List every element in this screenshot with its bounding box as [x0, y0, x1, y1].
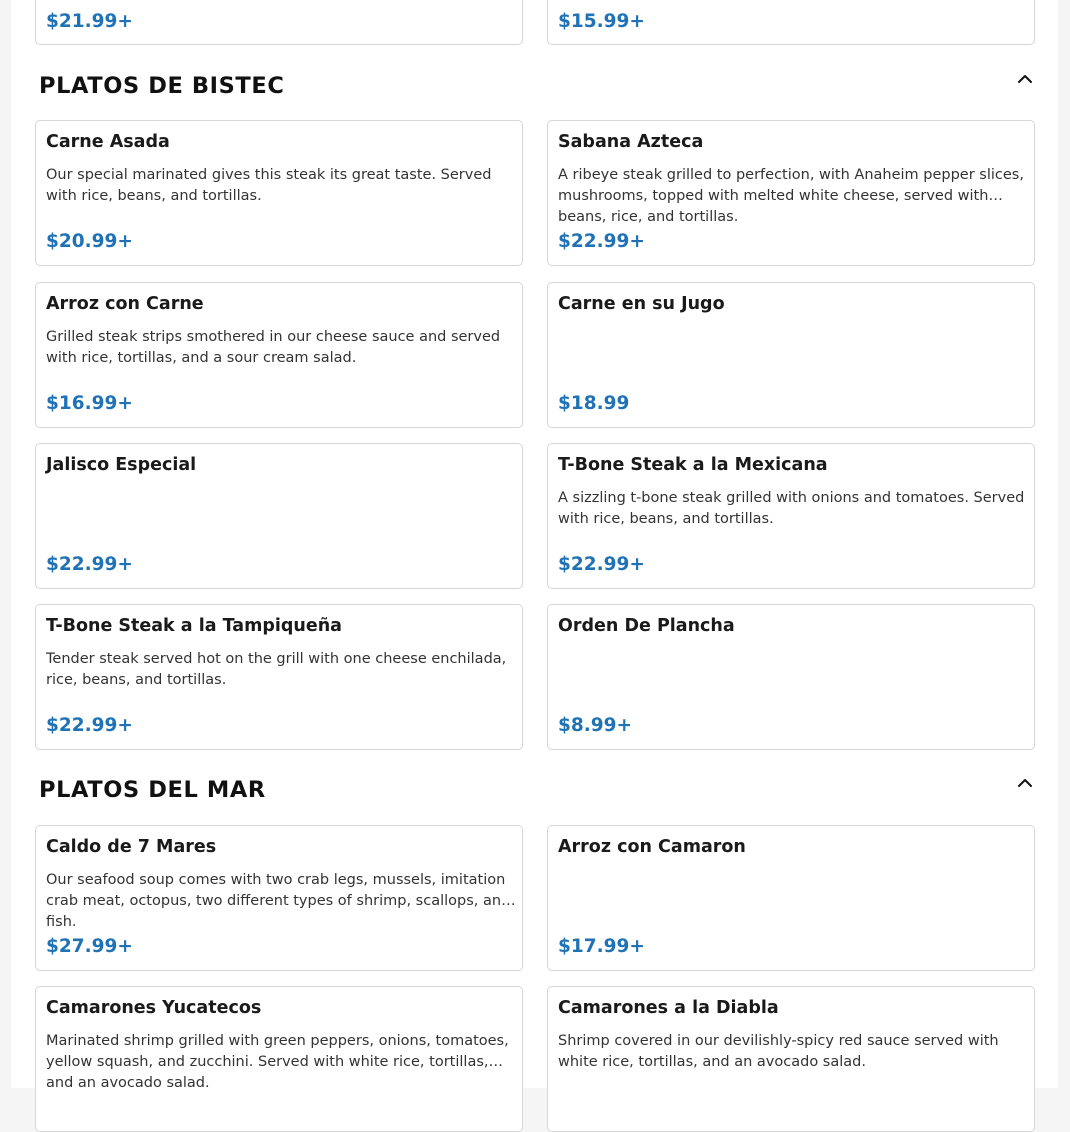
section-collapse-button[interactable] [1014, 68, 1036, 90]
menu-item-card[interactable] [35, 0, 523, 45]
menu-page [11, 0, 1058, 1091]
menu-item-card[interactable] [35, 120, 523, 266]
menu-item-price: $8.99+ [558, 715, 633, 736]
menu-item-name: Carne Asada [46, 132, 170, 152]
menu-item-card[interactable] [35, 986, 523, 1132]
chevron-up-icon [1017, 778, 1033, 788]
section-title-platos-de-bistec: PLATOS DE BISTEC [39, 73, 285, 99]
menu-item-card[interactable] [547, 0, 1035, 45]
menu-item-name: Sabana Azteca [558, 132, 704, 152]
menu-item-name: Jalisco Especial [46, 455, 197, 475]
menu-item-card[interactable] [547, 120, 1035, 266]
menu-item-price: $27.99+ [46, 936, 133, 957]
menu-item-description: Our seafood soup comes with two crab legs, mussels, imitation crab meat, octopus, two different types of shrimp, scallops, and fish. [46, 872, 511, 930]
menu-item-card[interactable] [547, 825, 1035, 971]
menu-item-price: $22.99+ [558, 231, 645, 252]
menu-item-name: Carne en su Jugo [558, 294, 725, 314]
section-collapse-button[interactable] [1014, 772, 1036, 794]
menu-item-name: Camarones a la Diabla [558, 998, 779, 1018]
menu-item-price: $22.99+ [46, 554, 133, 575]
menu-item-price: $17.99+ [558, 936, 645, 957]
menu-item-card[interactable] [35, 825, 523, 971]
menu-item-card[interactable] [547, 986, 1035, 1132]
menu-item-name: Caldo de 7 Mares [46, 837, 217, 857]
menu-item-card[interactable] [35, 604, 523, 750]
menu-item-name: Camarones Yucatecos [46, 998, 262, 1018]
menu-item-card[interactable] [547, 282, 1035, 428]
chevron-up-icon [1017, 74, 1033, 84]
section-title-platos-del-mar: PLATOS DEL MAR [39, 777, 266, 803]
menu-item-description: Tender steak served hot on the grill with one cheese enchilada, rice, beans, and tortillas. [46, 651, 507, 688]
menu-item-price: $16.99+ [46, 393, 133, 414]
menu-item-description: A ribeye steak grilled to perfection, with Anaheim pepper slices, mushrooms, topped with melted white cheese, served with beans, rice, and tortillas. [558, 167, 1024, 225]
menu-item-price: $22.99+ [558, 554, 645, 575]
menu-item-card[interactable] [35, 443, 523, 589]
menu-item-price: $15.99+ [558, 11, 645, 32]
menu-item-description: Marinated shrimp grilled with green peppers, onions, tomatoes, yellow squash, and zucchini. Served with white rice, tortillas, and an avocado salad. [46, 1033, 509, 1091]
menu-item-price: $20.99+ [46, 231, 133, 252]
menu-item-price: $18.99 [558, 393, 630, 414]
menu-item-card[interactable] [547, 604, 1035, 750]
menu-item-card[interactable] [35, 282, 523, 428]
menu-item-price: $22.99+ [46, 715, 133, 736]
menu-item-card[interactable] [547, 443, 1035, 589]
menu-item-description: Our special marinated gives this steak its great taste. Served with rice, beans, and tortillas. [46, 167, 492, 204]
menu-item-name: Arroz con Camaron [558, 837, 746, 857]
menu-item-description: Grilled steak strips smothered in our cheese sauce and served with rice, tortillas, and a sour cream salad. [46, 329, 501, 366]
menu-item-name: Orden De Plancha [558, 616, 735, 636]
menu-item-description: Shrimp covered in our devilishly-spicy red sauce served with white rice, tortillas, and an avocado salad. [558, 1033, 999, 1070]
menu-item-price: $21.99+ [46, 11, 133, 32]
menu-item-name: Arroz con Carne [46, 294, 204, 314]
menu-item-name: T-Bone Steak a la Tampiqueña [46, 616, 342, 636]
menu-item-description: A sizzling t-bone steak grilled with onions and tomatoes. Served with rice, beans, and tortillas. [558, 490, 1025, 527]
menu-item-name: T-Bone Steak a la Mexicana [558, 455, 828, 475]
